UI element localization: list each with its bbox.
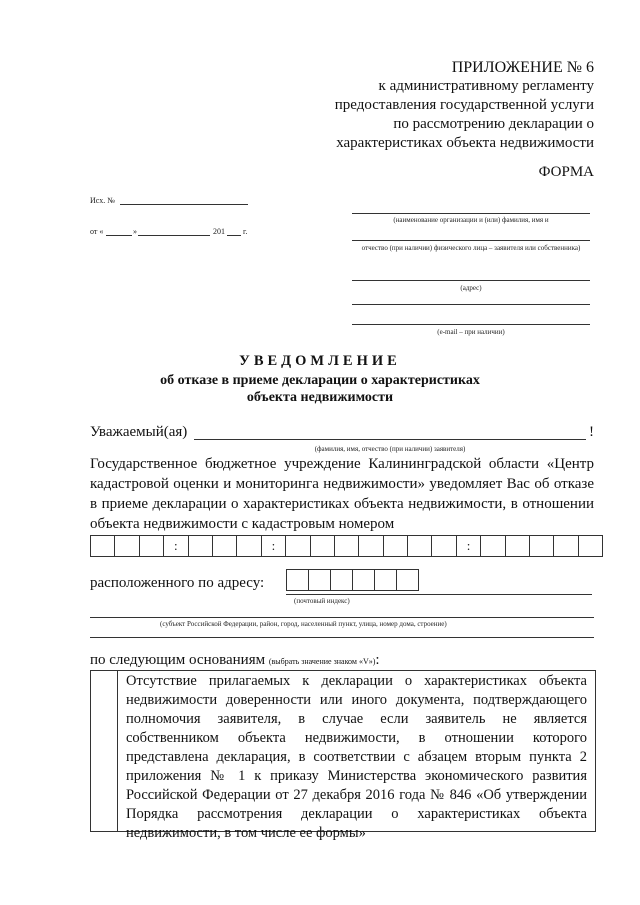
appendix-title: ПРИЛОЖЕНИЕ № 6 (451, 59, 594, 76)
cadastral-separator: : (262, 535, 286, 557)
greeting-exclamation: ! (589, 424, 594, 440)
date-day-field[interactable] (106, 235, 132, 236)
recipient-caption-email: (e-mail – при наличии) (437, 328, 505, 336)
cadastral-cell[interactable] (554, 535, 578, 557)
cadastral-cell[interactable] (359, 535, 383, 557)
date-month-field[interactable] (138, 235, 210, 236)
outgoing-number-label: Исх. № (90, 196, 115, 205)
recipient-email-field[interactable] (352, 324, 590, 325)
date-suffix: г. (243, 227, 248, 236)
applicant-name-field[interactable] (194, 439, 586, 440)
appendix-line: характеристиках объекта недвижимости (336, 135, 594, 151)
cadastral-cell[interactable] (311, 535, 335, 557)
cadastral-separator: : (457, 535, 481, 557)
outgoing-number-field[interactable] (120, 204, 248, 205)
cadastral-cell[interactable] (189, 535, 213, 557)
appendix-line: по рассмотрению декларации о (393, 116, 594, 132)
cadastral-cell[interactable] (335, 535, 359, 557)
notice-text: Государственное бюджетное учреждение Калининградской области «Центр кадастровой оценки и мониторинга недвижимости» уведомляет Вас об отказе в приеме декларации о характеристиках объекта недвижимости, в отношении объекта недвижимости с кадастровым номером (90, 456, 594, 532)
address-line-1[interactable] (286, 594, 592, 595)
cadastral-separator: : (164, 535, 188, 557)
notice-subtitle-line: об отказе в приеме декларации о характеристиках (160, 373, 480, 388)
date-prefix: от « (90, 227, 104, 236)
recipient-address-field[interactable] (352, 280, 590, 281)
notice-subtitle (0, 372, 640, 406)
recipient-caption-name: (наименование организации и (или) фамилия, имя и (393, 216, 549, 224)
appendix-block (294, 58, 594, 153)
address-label: расположенного по адресу: (90, 575, 265, 591)
postal-cell[interactable] (309, 569, 331, 591)
postal-code-caption: (почтовый индекс) (294, 597, 350, 605)
grounds-colon: : (375, 652, 380, 668)
postal-code-grid[interactable] (286, 569, 419, 591)
grounds-hint: (выбрать значение знаком «V») (268, 657, 376, 666)
cadastral-cell[interactable] (481, 535, 505, 557)
date-year-field[interactable] (227, 235, 241, 236)
cadastral-cell[interactable] (237, 535, 261, 557)
cadastral-cell[interactable] (213, 535, 237, 557)
reason-checkbox[interactable] (91, 671, 118, 831)
recipient-name-field-2[interactable] (352, 240, 590, 241)
postal-cell[interactable] (331, 569, 353, 591)
postal-cell[interactable] (353, 569, 375, 591)
notice-title: УВЕДОМЛЕНИЕ (239, 353, 401, 369)
grounds-label: по следующим основаниям (90, 652, 266, 668)
postal-cell[interactable] (397, 569, 419, 591)
form-label: ФОРМА (538, 164, 594, 180)
cadastral-cell[interactable] (115, 535, 139, 557)
cadastral-cell[interactable] (140, 535, 164, 557)
appendix-line: предоставления государственной услуги (334, 97, 594, 113)
cadastral-cell[interactable] (384, 535, 408, 557)
cadastral-number-grid[interactable] (90, 535, 603, 557)
grounds-heading (90, 652, 380, 669)
cadastral-cell[interactable] (91, 535, 115, 557)
grounds-table (90, 670, 596, 841)
postal-cell[interactable] (287, 569, 309, 591)
cadastral-cell[interactable] (579, 535, 603, 557)
notice-subtitle-line: объекта недвижимости (246, 390, 394, 405)
recipient-caption-address: (адрес) (460, 284, 482, 292)
date-year-prefix: 201 (213, 227, 225, 236)
cadastral-cell[interactable] (408, 535, 432, 557)
cadastral-cell[interactable] (530, 535, 554, 557)
address-line-3[interactable] (90, 637, 594, 638)
cadastral-cell[interactable] (432, 535, 456, 557)
cadastral-cell[interactable] (506, 535, 530, 557)
date-mid: » (133, 227, 137, 236)
recipient-caption-patronymic: отчество (при наличии) физического лица – заявителя или собственника) (361, 244, 581, 252)
address-full-caption: (субъект Российской Федерации, район, город, населенный пункт, улица, номер дома, строение) (160, 620, 447, 628)
applicant-name-caption: (фамилия, имя, отчество (при наличии) заявителя) (314, 445, 466, 453)
greeting-label: Уважаемый(ая) (90, 424, 188, 440)
appendix-line: к административному регламенту (378, 78, 594, 94)
postal-cell[interactable] (375, 569, 397, 591)
recipient-address-field-2[interactable] (352, 304, 590, 305)
recipient-name-field[interactable] (352, 213, 590, 214)
cadastral-cell[interactable] (286, 535, 310, 557)
address-line-2[interactable] (90, 617, 594, 618)
reason-text: Отсутствие прилагаемых к декларации о характеристиках объекта недвижимости доверенности или иного документа, подтверждающего полномочия заявителя, в случае если заявитель не является собственником объекта недвижимости, в отношении которого представлена декларация, в соответствии с абзацем вторым пункта 2 приложения № 1 к приказу Министерства экономического развития Российской Федерации от 27 декабря 2016 года № 846 «Об утверждении Порядка рассмотрения декларации о характеристиках объекта недвижимости, в том числе ее формы» (126, 673, 587, 841)
